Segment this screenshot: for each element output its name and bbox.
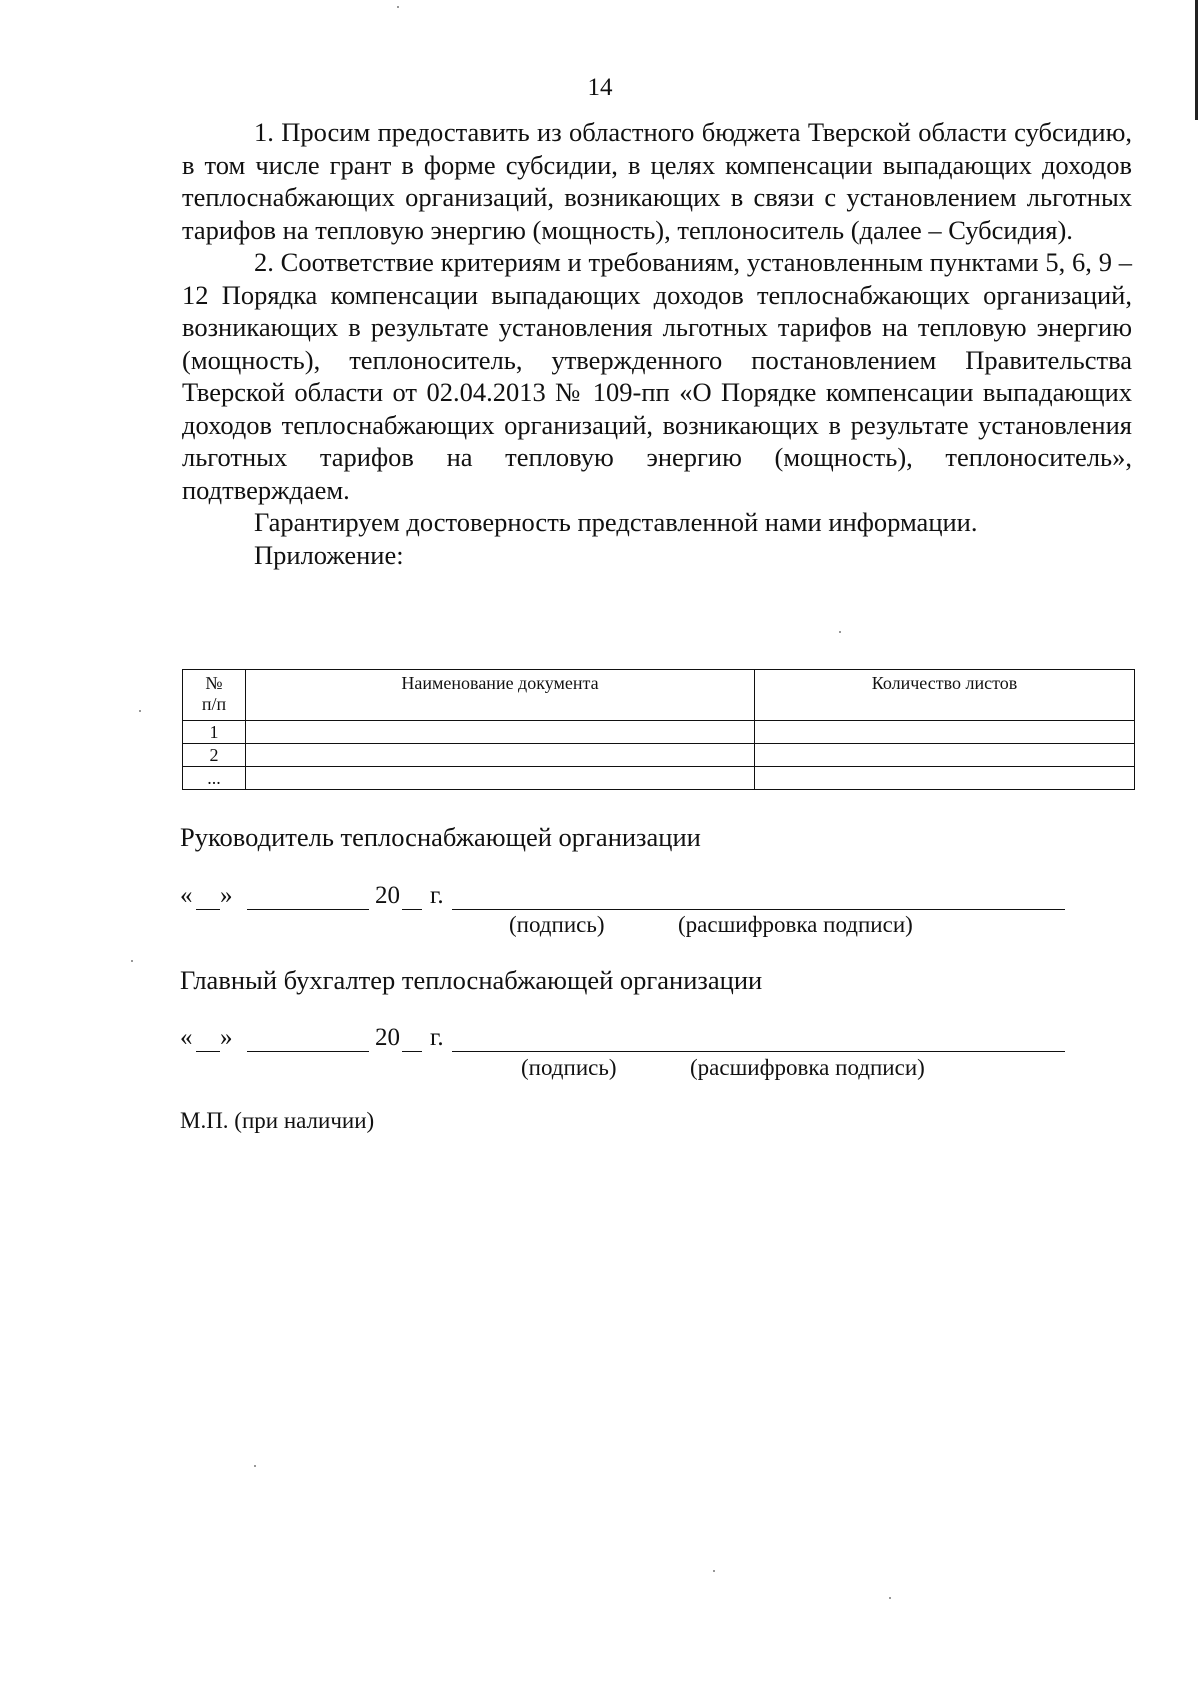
year-prefix: 20 xyxy=(375,1024,400,1051)
paragraph-compliance: 2. Соответствие критериям и требованиям, установленным пунктами 5, 6, 9 – 12 Порядка компенсации выпадающих доходов теплоснабжающих организаций, возникающих в результате установления льготных тарифов на тепловую энергию (мощность), теплоноситель, утвержденного постановлением Правительства Тверской области от 02.04.2013 № 109-пп «О Порядке компенсации выпадающих доходов теплоснабжающих организаций, возникающих в результате установления льготных тарифов на тепловую энергию (мощность), теплоноситель», подтверждаем. xyxy=(182,247,1132,505)
row-document-name xyxy=(246,767,755,790)
quote-open: « xyxy=(180,1024,193,1051)
scan-speck xyxy=(397,6,399,8)
row-number: ... xyxy=(183,767,246,790)
month-blank xyxy=(247,1050,369,1052)
scan-edge-mark xyxy=(1195,0,1198,120)
row-sheet-count xyxy=(755,721,1135,744)
day-blank xyxy=(196,908,220,910)
year-blank xyxy=(402,908,422,910)
quote-open: « xyxy=(180,882,193,909)
row-number: 1 xyxy=(183,721,246,744)
scan-speck xyxy=(713,1570,715,1572)
row-number: 2 xyxy=(183,744,246,767)
year-prefix: 20 xyxy=(375,882,400,909)
scan-speck xyxy=(254,1465,256,1467)
scan-speck xyxy=(139,710,141,712)
paragraph-request: 1. Просим предоставить из областного бюджета Тверской области субсидию, в том числе грант в форме субсидии, в целях компенсации выпадающих доходов теплоснабжающих организаций, возникающих в связи с установлением льготных тарифов на тепловую энергию (мощность), теплоноситель (далее – Субсидия). xyxy=(182,117,1132,245)
signature-decode-caption: (расшифровка подписи) xyxy=(690,1055,925,1080)
paragraph-guarantee: Гарантируем достоверность представленной нами информации. xyxy=(254,507,978,537)
signature-blank xyxy=(452,1050,1065,1052)
scan-speck xyxy=(889,1597,891,1599)
header-document-name: Наименование документа xyxy=(246,670,755,721)
year-blank xyxy=(402,1050,422,1052)
attachment-label: Приложение: xyxy=(254,539,404,570)
signature-caption: (подпись) xyxy=(509,912,605,937)
head-signature-line xyxy=(180,878,1070,912)
quote-close: » xyxy=(220,882,233,909)
attachment-table xyxy=(182,669,1135,790)
stamp-note: М.П. (при наличии) xyxy=(180,1108,375,1133)
scan-speck xyxy=(839,631,841,633)
quote-close: » xyxy=(220,1024,233,1051)
table-row xyxy=(183,721,1135,744)
signature-decode-caption: (расшифровка подписи) xyxy=(678,912,913,937)
header-number-abbr: п/п xyxy=(201,694,227,714)
accountant-signature-line xyxy=(180,1020,1070,1054)
year-suffix: г. xyxy=(430,882,444,909)
signature-caption: (подпись) xyxy=(521,1055,617,1080)
header-sheet-count: Количество листов xyxy=(755,670,1135,721)
year-suffix: г. xyxy=(430,1024,444,1051)
body-text xyxy=(182,116,1132,571)
row-sheet-count xyxy=(755,767,1135,790)
header-number xyxy=(183,670,246,721)
accountant-signature-heading: Главный бухгалтер теплоснабжающей организации xyxy=(180,965,763,995)
row-sheet-count xyxy=(755,744,1135,767)
month-blank xyxy=(247,908,369,910)
table-row xyxy=(183,767,1135,790)
header-number-sign: № xyxy=(205,673,223,693)
scan-speck xyxy=(131,960,133,962)
day-blank xyxy=(196,1050,220,1052)
row-document-name xyxy=(246,744,755,767)
head-signature-heading: Руководитель теплоснабжающей организации xyxy=(180,822,701,852)
signature-blank xyxy=(452,908,1065,910)
table-row xyxy=(183,744,1135,767)
row-document-name xyxy=(246,721,755,744)
page-number: 14 xyxy=(587,74,613,101)
table-header-row xyxy=(183,670,1135,721)
